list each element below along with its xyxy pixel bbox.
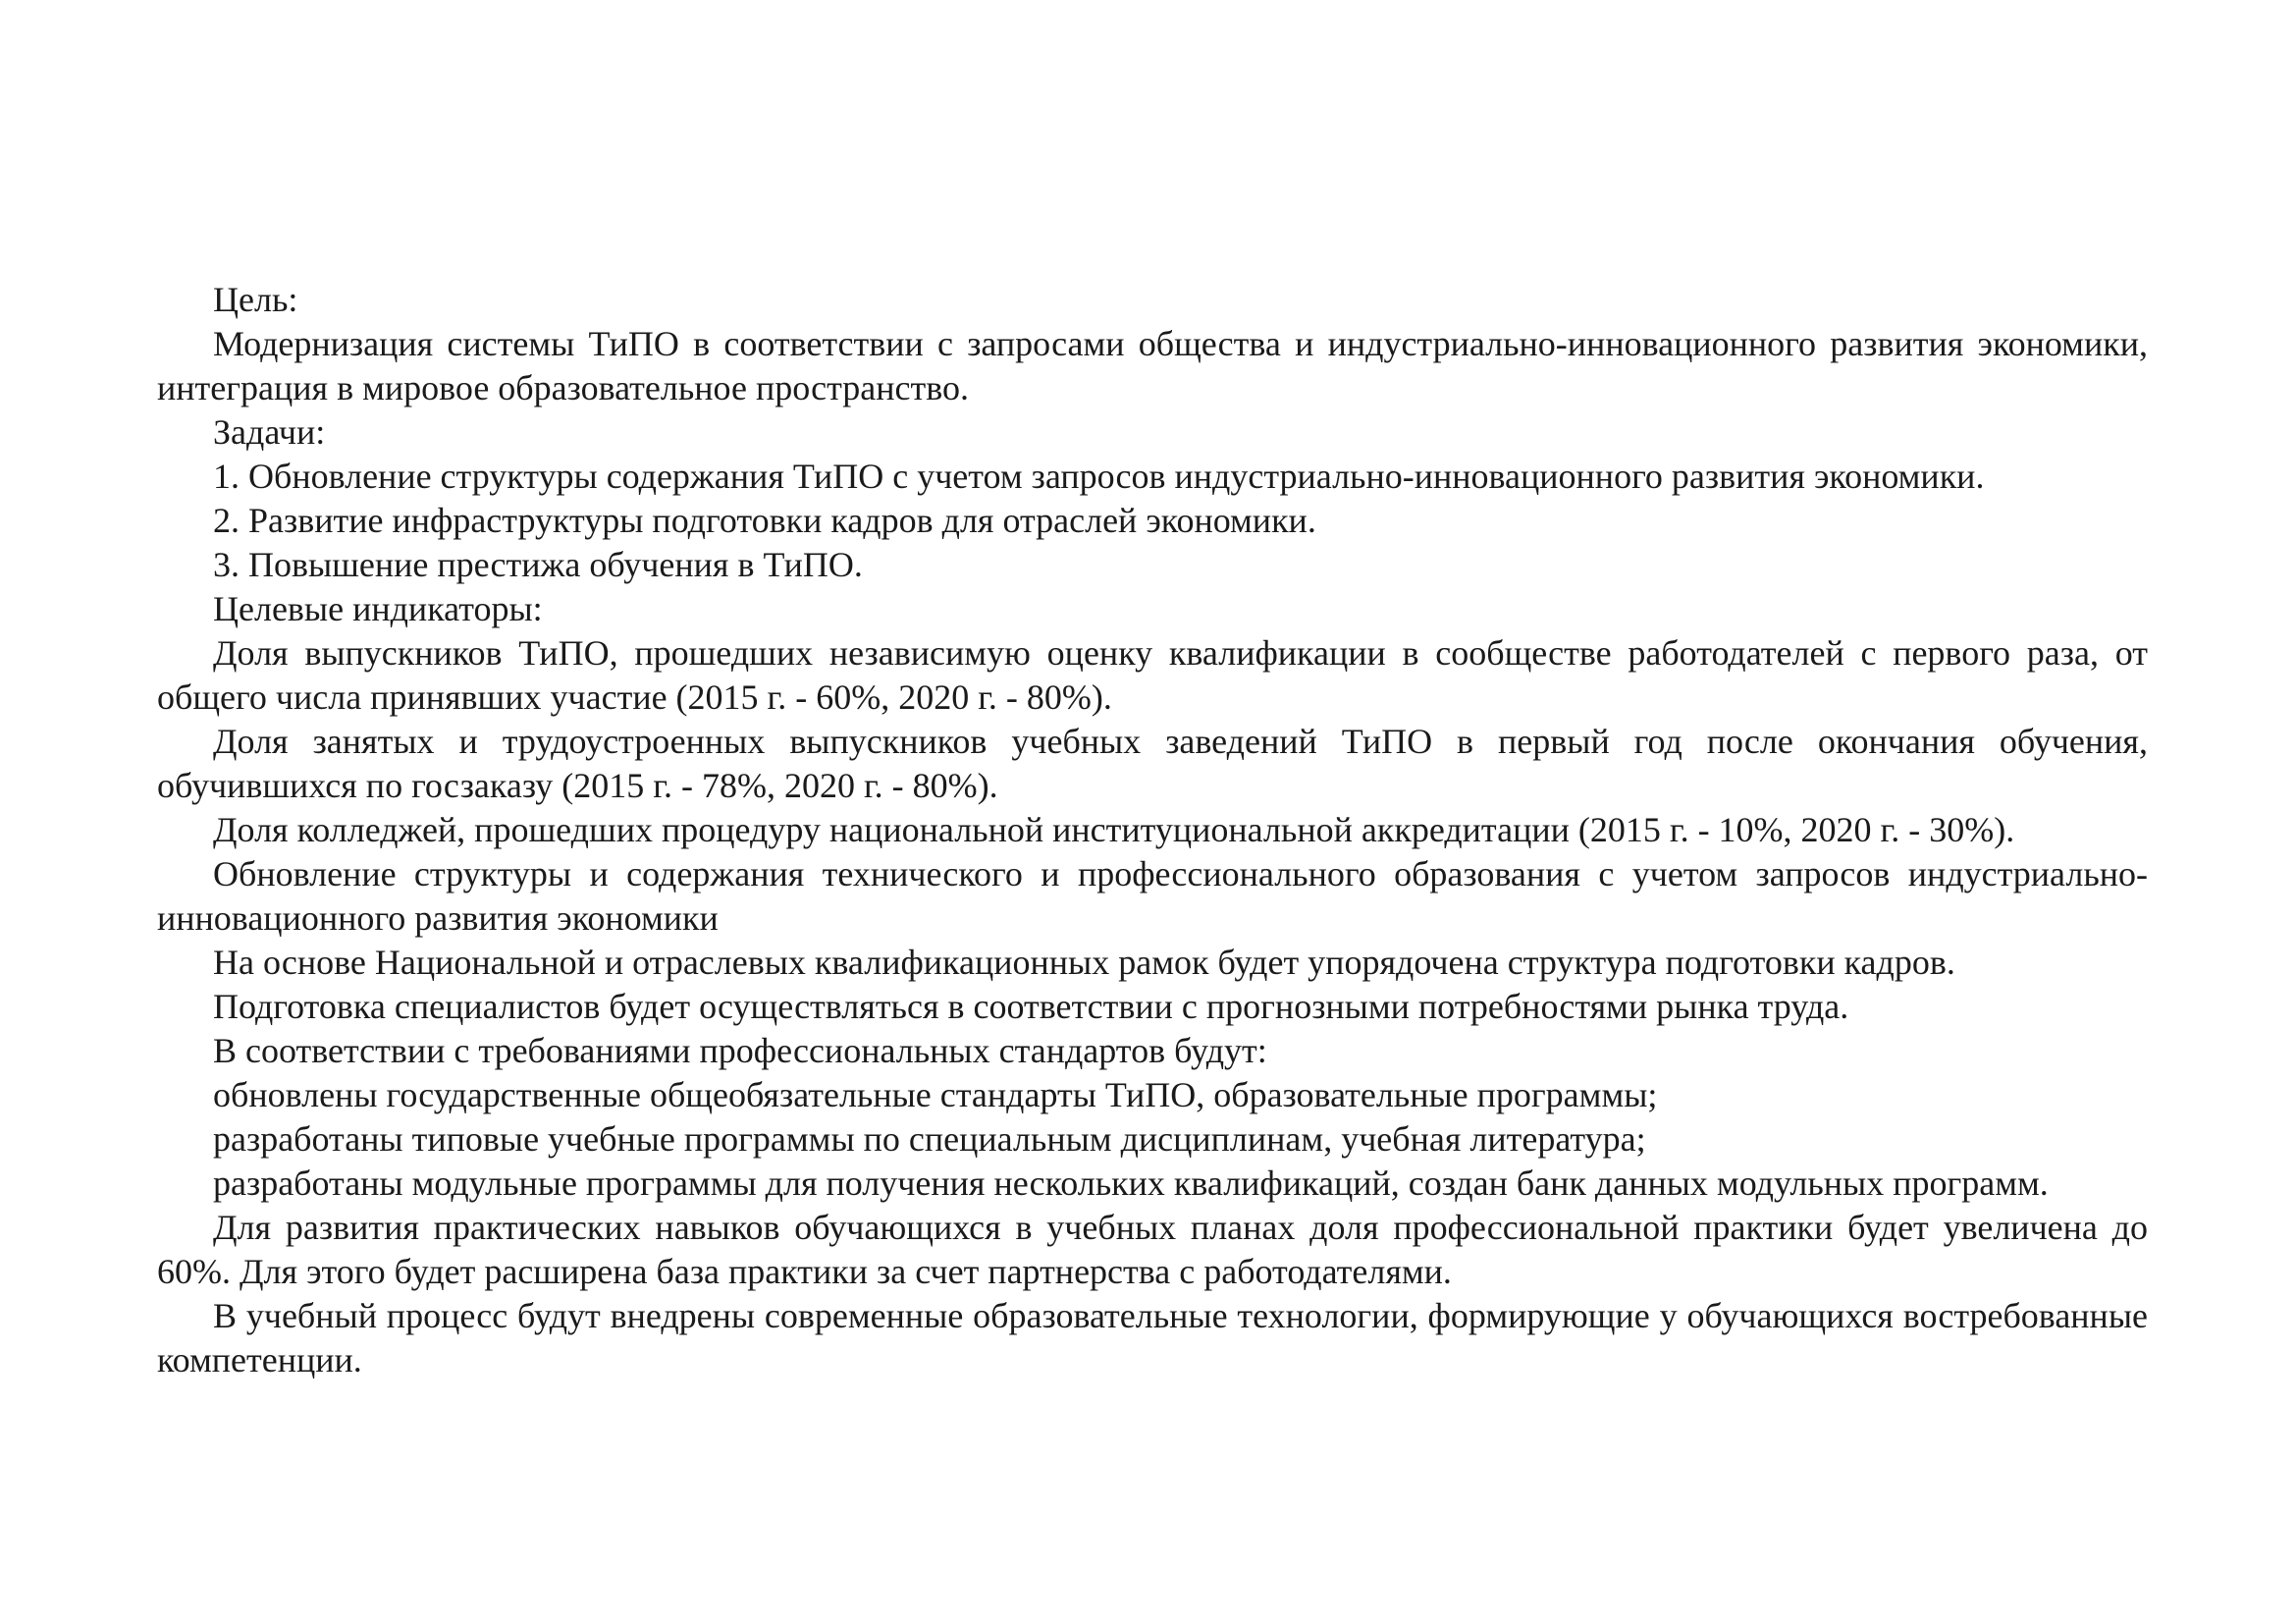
heading-goal: Цель:: [213, 280, 298, 319]
indicator-paragraph-1: Доля выпускников ТиПО, прошедших независимую оценку квалификации в сообществе работодателей с первого раза, от общего числа принявших участие (2015 г. - 60%, 2020 г. - 80%).: [157, 633, 2148, 717]
body-paragraph-frameworks: На основе Национальной и отраслевых квалификационных рамок будет упорядочена структура подготовки кадров.: [213, 943, 1955, 982]
list-item-developed-typical: разработаны типовые учебные программы по специальным дисциплинам, учебная литература;: [213, 1119, 1646, 1159]
body-paragraph-practice: Для развития практических навыков обучающихся в учебных планах доля профессиональной практики будет увеличена до 60%. Для этого будет расширена база практики за счет партнерства с работодателями.: [157, 1208, 2148, 1291]
document-body: [157, 278, 2148, 1382]
section-heading-update: Обновление структуры и содержания технического и профессионального образования с учетом запросов индустриально-инновационного развития экономики: [157, 854, 2148, 938]
list-item-developed-modular: разработаны модульные программы для получения нескольких квалификаций, создан банк данных модульных программ.: [213, 1163, 2049, 1203]
list-item-updated: обновлены государственные общеобязательные стандарты ТиПО, образовательные программы;: [213, 1075, 1658, 1114]
goal-text: Модернизация системы ТиПО в соответствии с запросами общества и индустриально-инновационного развития экономики, интеграция в мировое образовательное пространство.: [157, 324, 2148, 407]
task-item-1: 1. Обновление структуры содержания ТиПО с учетом запросов индустриально-инновационного развития экономики.: [213, 457, 1985, 496]
task-item-3: 3. Повышение престижа обучения в ТиПО.: [213, 545, 863, 584]
task-item-2: 2. Развитие инфраструктуры подготовки кадров для отраслей экономики.: [213, 501, 1316, 540]
heading-indicators: Целевые индикаторы:: [213, 589, 543, 628]
heading-tasks: Задачи:: [213, 412, 326, 452]
indicator-paragraph-3: Доля колледжей, прошедших процедуру национальной институциональной аккредитации (2015 г. - 10%, 2020 г. - 30%).: [213, 810, 2015, 849]
body-paragraph-standards: В соответствии с требованиями профессиональных стандартов будут:: [213, 1031, 1267, 1070]
indicator-paragraph-2: Доля занятых и трудоустроенных выпускников учебных заведений ТиПО в первый год после окончания обучения, обучившихся по госзаказу (2015 г. - 78%, 2020 г. - 80%).: [157, 722, 2148, 805]
body-paragraph-technologies: В учебный процесс будут внедрены современные образовательные технологии, формирующие у обучающихся востребованные компетенции.: [157, 1296, 2148, 1380]
body-paragraph-training: Подготовка специалистов будет осуществляться в соответствии с прогнозными потребностями рынка труда.: [213, 987, 1849, 1026]
